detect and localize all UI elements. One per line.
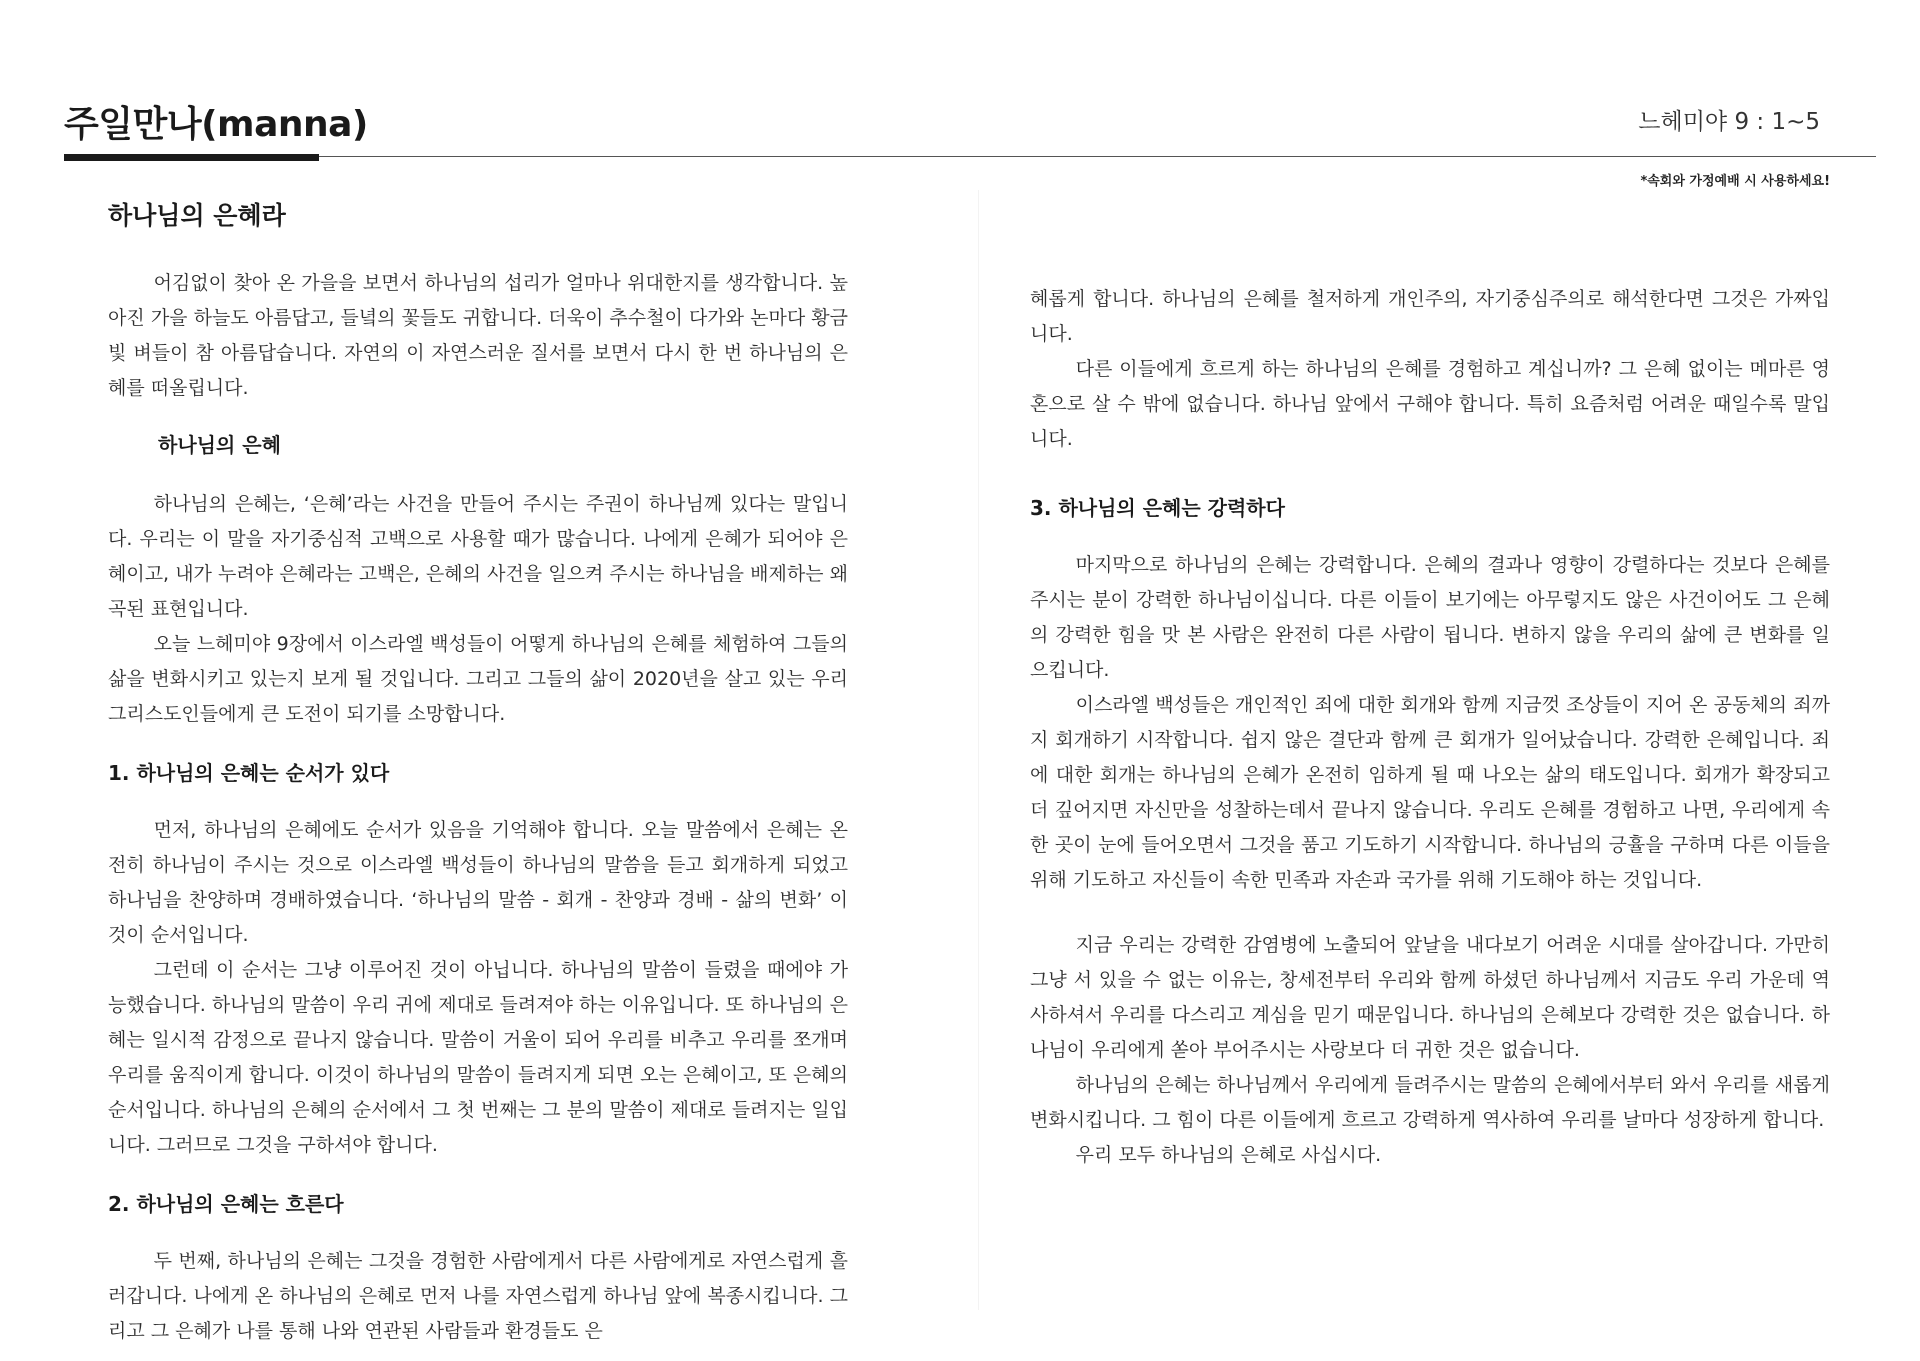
- header-divider: [64, 156, 1876, 157]
- paragraph: 하나님의 은혜는, ‘은혜’라는 사건을 만들어 주시는 주권이 하나님께 있다는 말입니다. 우리는 이 말을 자기중심적 고백으로 사용할 때가 많습니다. 나에게 은혜가 되어야 은혜이고, 내가 누려야 은혜라는 고백은, 은혜의 사건을 일으켜 주시는 하나님을 배제하는 왜곡된 표현입니다.: [108, 493, 848, 620]
- subheading: 하나님의 은혜: [158, 433, 281, 457]
- paragraph-continued: 혜롭게 합니다. 하나님의 은혜를 철저하게 개인주의, 자기중심주의로 해석한다면 그것은 가짜입니다.: [1030, 288, 1830, 345]
- paragraph: 지금 우리는 강력한 감염병에 노출되어 앞날을 내다보기 어려운 시대를 살아갑니다. 가만히 그냥 서 있을 수 없는 이유는, 창세전부터 우리와 함께 하셨던 하나님께서 지금도 우리 가운데 역사하셔서 우리를 다스리고 계심을 믿기 때문입니다. 하나님의 은혜보다 강력한 것은 없습니다. 하나님이 우리에게 쏟아 부어주시는 사랑보다 더 귀한 것은 없습니다.: [1030, 934, 1830, 1061]
- article-title: 하나님의 은혜라: [108, 201, 286, 230]
- intro-paragraph: 어김없이 찾아 온 가을을 보면서 하나님의 섭리가 얼마나 위대한지를 생각합니다. 높아진 가을 하늘도 아름답고, 들녘의 꽃들도 귀합니다. 더욱이 추수철이 다가와 논마다 황금빛 벼들이 참 아름답습니다. 자연의 이 자연스러운 질서를 보면서 다시 한 번 하나님의 은혜를 떠올립니다.: [108, 272, 848, 399]
- page-fold: [978, 190, 979, 1310]
- right-column: [1030, 282, 1830, 1173]
- closing-line: 우리 모두 하나님의 은혜로 사십시다.: [1075, 1144, 1382, 1166]
- usage-note: *속회와 가정예배 시 사용하세요!: [1640, 174, 1830, 189]
- paragraph: 그런데 이 순서는 그냥 이루어진 것이 아닙니다. 하나님의 말씀이 들렸을 때에야 가능했습니다. 하나님의 말씀이 우리 귀에 제대로 들려져야 하는 이유입니다. 또 하나님의 은혜는 일시적 감정으로 끝나지 않습니다. 말씀이 거울이 되어 우리를 비추고 우리를 쪼개며 우리를 움직이게 합니다. 이것이 하나님의 말씀이 들려지게 되면 오는 은혜이고, 또 은혜의 순서입니다. 하나님의 은혜의 순서에서 그 첫 번째는 그 분의 말씀이 제대로 들려지는 일입니다. 그러므로 그것을 구하셔야 합니다.: [108, 959, 848, 1156]
- spacer: [1030, 898, 1830, 928]
- paragraph: 다른 이들에게 흐르게 하는 하나님의 은혜를 경험하고 계십니까? 그 은혜 없이는 메마른 영혼으로 살 수 밖에 없습니다. 하나님 앞에서 구해야 합니다. 특히 요즘처럼 어려운 때일수록 말입니다.: [1030, 358, 1830, 450]
- section-3-heading: 3. 하나님의 은혜는 강력하다: [1030, 496, 1285, 520]
- left-column: [108, 198, 848, 1349]
- scripture-reference: 느헤미야 9 : 1~5: [1638, 109, 1820, 135]
- paragraph: 이스라엘 백성들은 개인적인 죄에 대한 회개와 함께 지금껏 조상들이 지어 온 공동체의 죄까지 회개하기 시작합니다. 쉽지 않은 결단과 함께 큰 회개가 일어났습니다. 강력한 은혜입니다. 죄에 대한 회개는 하나님의 은혜가 온전히 임하게 될 때 나오는 삶의 태도입니다. 회개가 확장되고 더 깊어지면 자신만을 성찰하는데서 끝나지 않습니다. 우리도 은혜를 경험하고 나면, 우리에게 속한 곳이 눈에 들어오면서 그것을 품고 기도하기 시작합니다. 하나님의 긍휼을 구하며 다른 이들을 위해 기도하고 자신들이 속한 민족과 자손과 국가를 위해 기도해야 하는 것입니다.: [1030, 694, 1830, 891]
- publication-title: 주일만나(manna): [64, 104, 368, 145]
- paragraph: 두 번째, 하나님의 은혜는 그것을 경험한 사람에게서 다른 사람에게로 자연스럽게 흘러갑니다. 나에게 온 하나님의 은혜로 먼저 나를 자연스럽게 하나님 앞에 복종시킵니다. 그리고 그 은혜가 나를 통해 나와 연관된 사람들과 환경들도 은: [108, 1250, 848, 1342]
- paragraph: 마지막으로 하나님의 은혜는 강력합니다. 은혜의 결과나 영향이 강렬하다는 것보다 은혜를 주시는 분이 강력한 하나님이십니다. 다른 이들이 보기에는 아무렇지도 않은 사건이어도 그 은혜의 강력한 힘을 맛 본 사람은 완전히 다른 사람이 됩니다. 변하지 않을 우리의 삶에 큰 변화를 일으킵니다.: [1030, 554, 1830, 681]
- page-header: [0, 0, 1920, 189]
- section-1-heading: 1. 하나님의 은혜는 순서가 있다: [108, 761, 390, 785]
- header-accent-bar: [64, 154, 319, 161]
- paragraph: 오늘 느헤미야 9장에서 이스라엘 백성들이 어떻게 하나님의 은혜를 체험하여 그들의 삶을 변화시키고 있는지 보게 될 것입니다. 그리고 그들의 삶이 2020년을 살고 있는 우리 그리스도인들에게 큰 도전이 되기를 소망합니다.: [108, 633, 848, 725]
- paragraph: 먼저, 하나님의 은혜에도 순서가 있음을 기억해야 합니다. 오늘 말씀에서 은혜는 온전히 하나님이 주시는 것으로 이스라엘 백성들이 하나님의 말씀을 듣고 회개하게 되었고 하나님을 찬양하며 경배하였습니다. ‘하나님의 말씀 - 회개 - 찬양과 경배 - 삶의 변화’ 이것이 순서입니다.: [108, 819, 848, 946]
- paragraph: 하나님의 은혜는 하나님께서 우리에게 들려주시는 말씀의 은혜에서부터 와서 우리를 새롭게 변화시킵니다. 그 힘이 다른 이들에게 흐르고 강력하게 역사하여 우리를 날마다 성장하게 합니다.: [1030, 1074, 1830, 1131]
- section-2-heading: 2. 하나님의 은혜는 흐른다: [108, 1192, 344, 1216]
